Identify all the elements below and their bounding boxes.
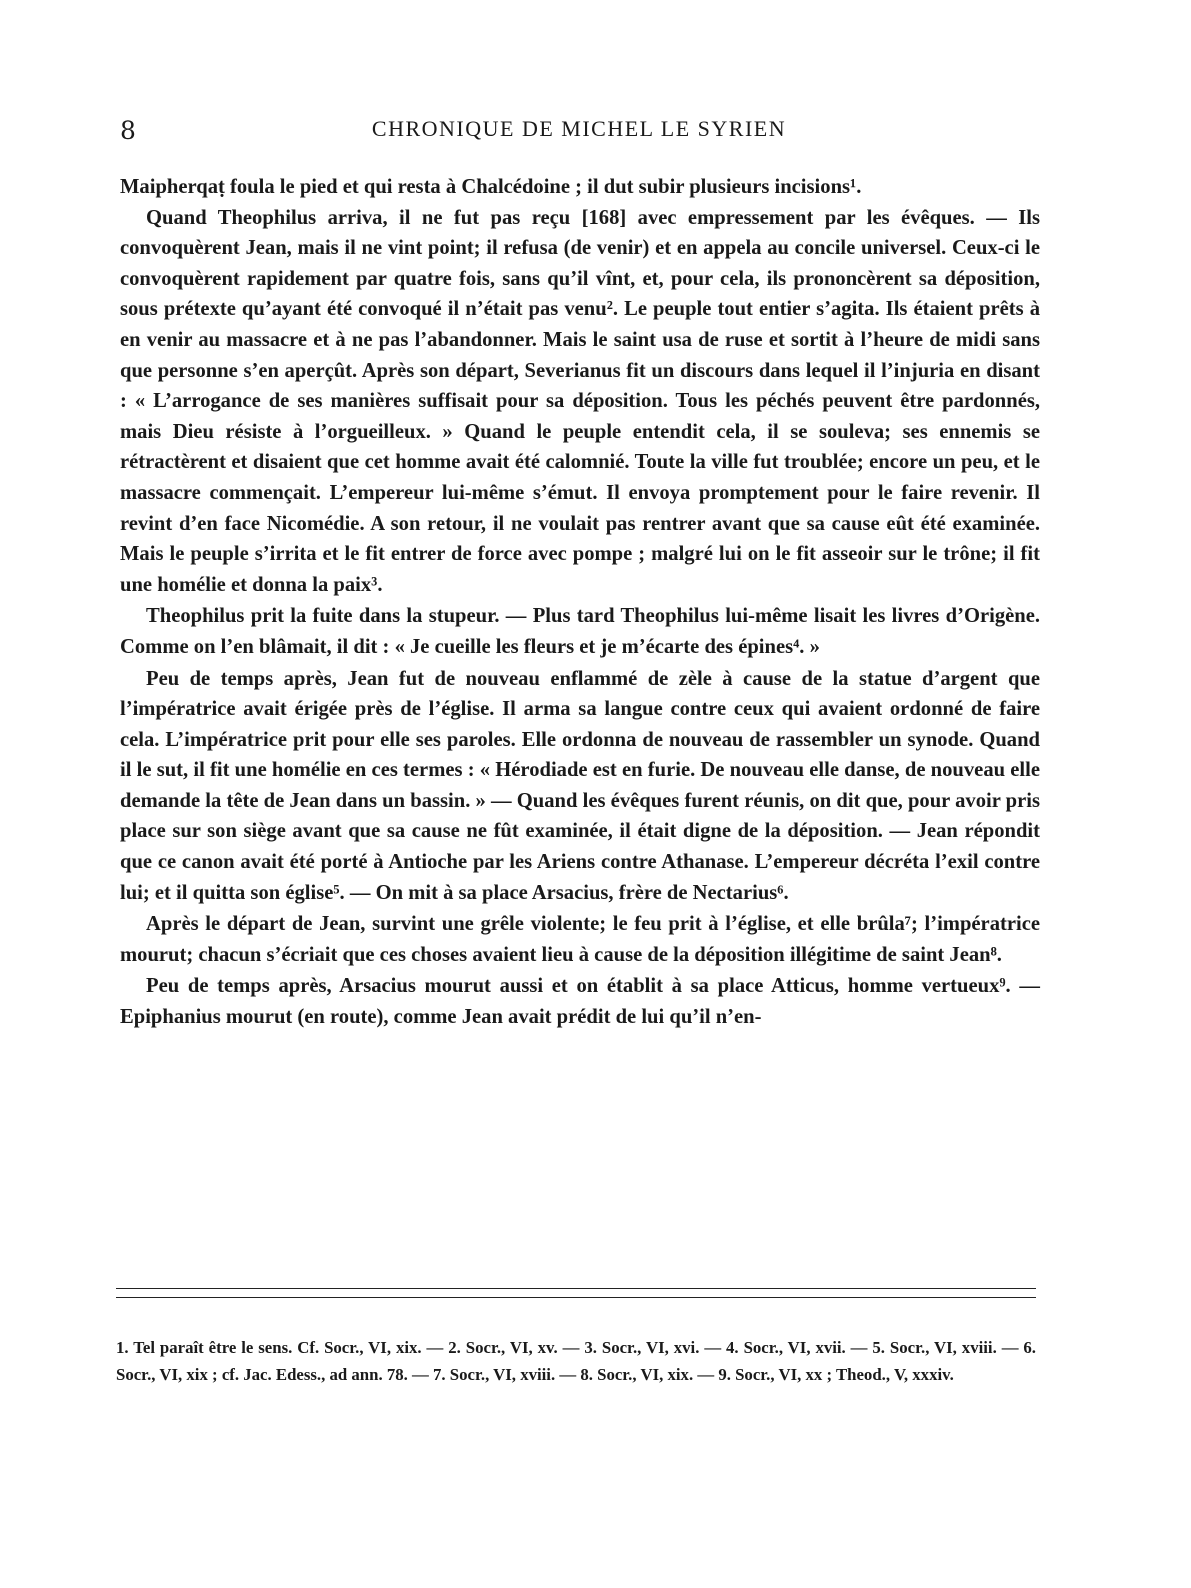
paragraph: Après le départ de Jean, survint une grêle violente; le feu prit à l’église, et elle brûla⁷; l’impératrice mourut; chacun s’écriait que ces choses avaient lieu à cause de la déposition illégitime de saint Jean⁸. bbox=[120, 913, 1040, 966]
footnotes: 1. Tel paraît être le sens. Cf. Socr., VI, xix. — 2. Socr., VI, xv. — 3. Socr., VI, xvi. — 4. Socr., VI, xvii. — 5. Socr., VI, xviii. — 6. Socr., VI, xix ; cf. Jac. Edess., ad ann. 78. — 7. Socr., VI, xviii. — 8. Socr., VI, xix. — 9. Socr., VI, xx ; Theod., V, xxxiv. bbox=[116, 1338, 1036, 1384]
footnote-divider bbox=[116, 1297, 1036, 1298]
running-title: CHRONIQUE DE MICHEL LE SYRIEN bbox=[371, 116, 787, 141]
paragraph: Maipherqaṭ foula le pied et qui resta à Chalcédoine ; il dut subir plusieurs incisions¹. bbox=[120, 176, 862, 198]
paragraph: Peu de temps après, Arsacius mourut aussi et on établit à sa place Atticus, homme vertueux⁹. — Epiphanius mourut (en route), comme Jean avait prédit de lui qu’il n’en- bbox=[120, 975, 1040, 1029]
page-number: 8 bbox=[120, 116, 136, 145]
main-text bbox=[120, 172, 1040, 1033]
paragraph: Theophilus prit la fuite dans la stupeur. — Plus tard Theophilus lui-même lisait les livres d’Origène. Comme on l’en blâmait, il dit : « Je cueille les fleurs et je m’écarte des épines⁴. » bbox=[120, 605, 1040, 658]
paragraph: Peu de temps après, Jean fut de nouveau enflammé de zèle à cause de la statue d’argent que l’impératrice avait érigée près de l’église. Il arma sa langue contre ceux qui avaient ordonné de faire cela. L’impératrice prit pour elle ses paroles. Elle ordonna de nouveau de rassembler un synode. Quand il le sut, il fit une homélie en ces termes : « Hérodiade est en furie. De nouveau elle danse, de nouveau elle demande la tête de Jean dans un bassin. » — Quand les évêques furent réunis, on dit que, pour avoir pris place sur son siège avant que sa cause ne fût examinée, il était digne de la déposition. — Jean répondit que ce canon avait été porté à Antioche par les Ariens contre Athanase. L’empereur décréta l’exil contre lui; et il quitta son église⁵. — On mit à sa place Arsacius, frère de Nectarius⁶. bbox=[120, 667, 1040, 904]
footnote-divider bbox=[116, 1288, 1036, 1289]
paragraph: Quand Theophilus arriva, il ne fut pas reçu [168] avec empressement par les évêques. — Ils convoquèrent Jean, mais il ne vint point; il refusa (de venir) et en appela au concile universel. Ceux-ci le convoquèrent rapidement par quatre fois, sans qu’il vînt, et, pour cela, ils prononcèrent sa déposition, sous prétexte qu’ayant été convoqué il n’était pas venu². Le peuple tout entier s’agita. Ils étaient prêts à en venir au massacre et à ne pas l’abandonner. Mais le saint usa de ruse et sortit à l’heure de midi sans que personne s’en aperçût. Après son départ, Severianus fit un discours dans lequel il l’injuria en disant : « L’arrogance de ses manières suffisait pour sa déposition. Tous les péchés peuvent être pardonnés, mais Dieu résiste à l’orgueilleux. » Quand le peuple entendit cela, il se souleva; ses ennemis se rétractèrent et disaient que cet homme avait été calomnié. Toute la ville fut troublée; encore un peu, et le massacre commençait. L’empereur lui-même s’émut. Il envoya promptement pour le faire revenir. Il revint d’en face Nicomédie. A son retour, il ne voulait pas rentrer avant que sa cause eût été examinée. Mais le peuple s’irrita et le fit entrer de force avec pompe ; malgré lui on le fit asseoir sur le trône; il fit une homélie et donna la paix³. bbox=[120, 206, 1040, 596]
page-header bbox=[120, 116, 1038, 156]
